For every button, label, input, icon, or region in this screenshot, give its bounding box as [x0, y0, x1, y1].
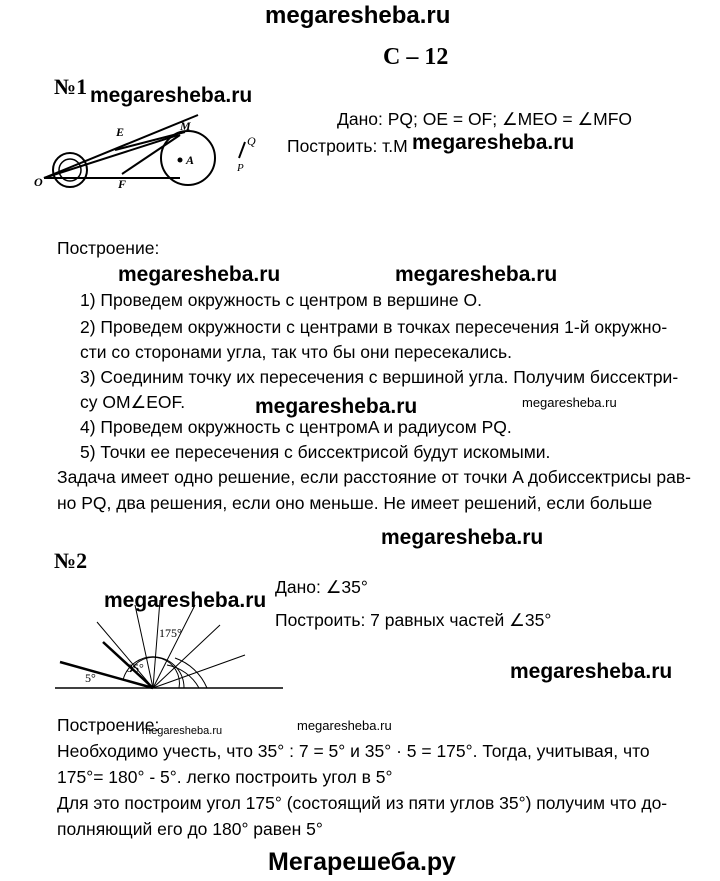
- task1-number: №1: [54, 74, 88, 99]
- watermark-top: megaresheba.ru: [265, 2, 451, 29]
- label-e: E: [116, 125, 125, 139]
- label-175: 175°: [159, 626, 182, 640]
- label-5: 5°: [85, 671, 96, 685]
- task1-step-4: 4) Проведем окружность с центромA и радиусом PQ.: [80, 417, 512, 437]
- label-f: F: [118, 177, 127, 191]
- task1-construction-title: Построение:: [57, 238, 160, 258]
- fan-ray-3: [153, 600, 160, 688]
- label-p: P: [237, 162, 244, 174]
- task2-given: Дано: ∠35°: [275, 577, 368, 597]
- segment-pq: [234, 130, 274, 174]
- task1-conclusion-2: но PQ, два решения, если оно меньше. Не имеет решений, если больше: [57, 493, 653, 513]
- watermark-5: megaresheba.ru: [255, 395, 418, 418]
- label-o: O: [34, 175, 43, 189]
- task1-given: Дано: PQ; OE = OF; ∠MEO = ∠MFO: [337, 109, 633, 129]
- watermark-11: megaresheba.ru: [297, 718, 392, 733]
- label-q: Q: [247, 134, 256, 148]
- task2-line-4: полняющий его до 180° равен 5°: [57, 819, 323, 839]
- watermark-8: megaresheba.ru: [104, 589, 267, 612]
- task2-construction-title: Построение:: [57, 715, 160, 735]
- task1-step-3b: су OM∠EOF.: [80, 392, 186, 412]
- task2-line-1: Необходимо учесть, что 35° : 7 = 5° и 35° · 5 = 175°. Тогда, учитывая, что: [57, 741, 650, 761]
- watermark-1: megaresheba.ru: [90, 84, 253, 107]
- task1-step-2b: сти со сторонами угла, так что бы они пересекались.: [80, 342, 512, 362]
- watermark-3: megaresheba.ru: [118, 263, 281, 286]
- task2-line-2: 175°= 180° - 5°. легко построить угол в 5°: [57, 767, 393, 787]
- task2-figure: [55, 600, 285, 695]
- watermark-7: megaresheba.ru: [381, 526, 544, 549]
- label-m: M: [180, 119, 191, 133]
- watermark-4: megaresheba.ru: [395, 263, 558, 286]
- arc-outer: [167, 665, 199, 688]
- label-a: A: [186, 153, 195, 167]
- task1-conclusion-1: Задача имеет одно решение, если расстояние от точки A добиссектрисы рав-: [57, 467, 691, 487]
- task1-step-2a: 2) Проведем окружности с центрами в точках пересечения 1-й окружно-: [80, 317, 668, 337]
- fan-ray-1: [97, 622, 153, 688]
- label-35: 35°: [127, 661, 144, 675]
- watermark-bottom: Мегарешеба.ру: [268, 848, 456, 876]
- ray-om: [44, 135, 178, 178]
- task2-number: №2: [54, 548, 88, 573]
- task1-step-3a: 3) Соединим точку их пересечения с вершиной угла. Получим биссектри-: [80, 367, 679, 387]
- task2-line-3: Для это построим угол 175° (состоящий из пяти углов 35°) получим что до-: [57, 793, 668, 813]
- watermark-9: megaresheba.ru: [510, 660, 673, 683]
- task2-construct: Построить: 7 равных частей ∠35°: [275, 610, 552, 630]
- page-header: С – 12: [383, 44, 449, 70]
- watermark-2: megaresheba.ru: [412, 131, 575, 154]
- task1-construct: Построить: т.M: [287, 136, 408, 156]
- point-a: [178, 158, 183, 163]
- watermark-6: megaresheba.ru: [522, 395, 617, 410]
- watermark-10: megaresheba.ru: [142, 725, 223, 737]
- task1-step-1: 1) Проведем окружность с центром в вершине O.: [80, 290, 482, 310]
- task1-step-5: 5) Точки ее пересечения с биссектрисой будут искомыми.: [80, 442, 551, 462]
